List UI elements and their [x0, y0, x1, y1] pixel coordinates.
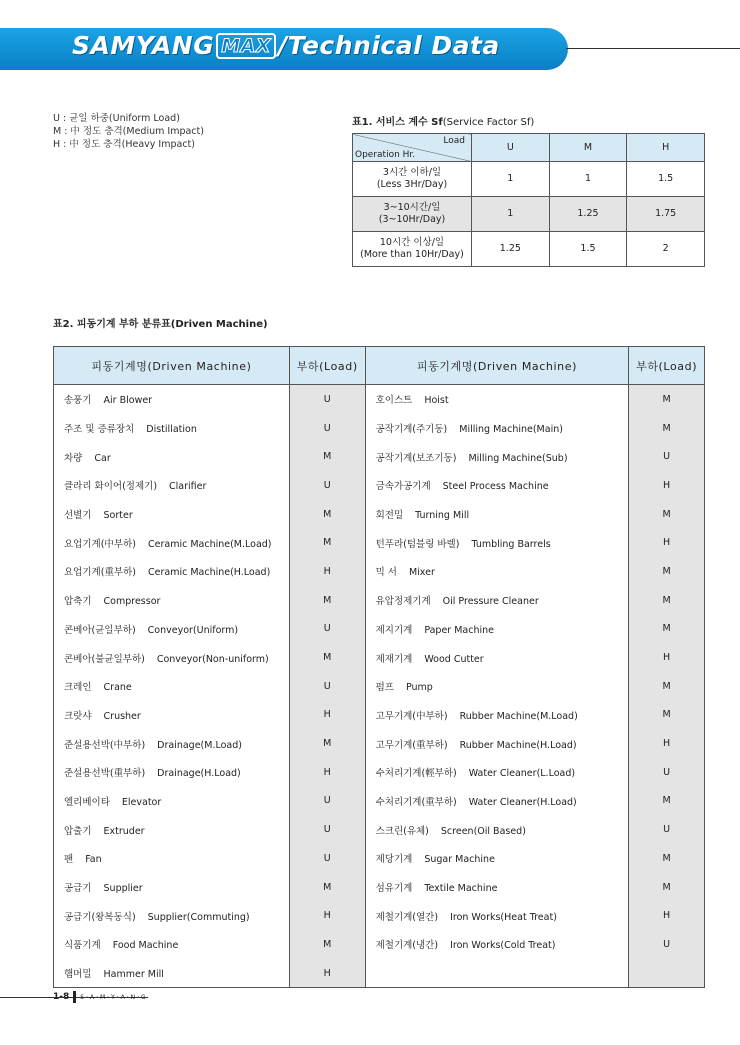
machine-name-en: Water Cleaner(L.Load) [468, 768, 576, 780]
table1-col-header: M [549, 134, 627, 162]
table1-cell: 1 [472, 197, 550, 232]
table1-cell: 1.5 [549, 232, 627, 267]
machine-name-en: Compressor [103, 596, 161, 608]
machine-name-cell [365, 787, 629, 816]
load-class-cell: H [629, 901, 705, 930]
table-row [54, 643, 705, 672]
machine-name-en: Oil Pressure Cleaner [442, 596, 539, 608]
machine-name-ko: 햄머밀 [64, 969, 92, 981]
max-logo: MAX [216, 33, 276, 59]
machine-name-en: Ceramic Machine(H.Load) [147, 567, 271, 579]
machine-name-ko: 제지기계 [375, 624, 413, 636]
table-row [54, 385, 705, 414]
machine-name-ko: 공작기계(주기동) [375, 424, 448, 436]
load-class-cell: U [629, 815, 705, 844]
machine-name-cell [54, 615, 290, 644]
table1-cell: 1 [549, 162, 627, 197]
machine-name-cell [54, 901, 290, 930]
load-class-cell: M [629, 586, 705, 615]
table-row [353, 197, 705, 232]
machine-name-en: Food Machine [112, 940, 179, 952]
load-class-cell: M [629, 672, 705, 701]
machine-name-cell [54, 500, 290, 529]
machine-name-ko: 크레인 [64, 682, 92, 694]
load-class-cell: M [289, 500, 365, 529]
machine-name-ko: 선별기 [64, 510, 92, 522]
table1-cell: 2 [627, 232, 705, 267]
machine-name-ko: 유압정제기계 [375, 596, 431, 608]
machine-name-ko: 요업기계(中부하) [64, 538, 136, 550]
load-class-cell: H [629, 729, 705, 758]
machine-name-ko: 공작기계(보조기동) [375, 452, 457, 464]
machine-name-en: Tumbling Barrels [471, 538, 551, 550]
machine-name-cell [54, 758, 290, 787]
load-class-cell: U [629, 930, 705, 959]
table-row [54, 500, 705, 529]
machine-name-cell [365, 557, 629, 586]
load-class-cell: M [289, 528, 365, 557]
machine-name-cell [365, 672, 629, 701]
legend-heavy: H : 中 정도 충격(Heavy Impact) [53, 139, 195, 150]
machine-name-ko: 스크린(유체) [375, 825, 429, 837]
machine-name-en: Iron Works(Cold Treat) [450, 940, 556, 952]
machine-name-en: Rubber Machine(H.Load) [459, 739, 577, 751]
machine-name-en: Drainage(H.Load) [157, 768, 241, 780]
machine-name-cell [54, 959, 290, 988]
machine-name-ko: 고무기계(重부하) [375, 739, 448, 751]
brand-name: SAMYANG [72, 31, 215, 60]
machine-name-cell [365, 643, 629, 672]
machine-name-en: Water Cleaner(H.Load) [468, 796, 577, 808]
table-row [54, 672, 705, 701]
machine-name-ko: 콘베아(불균일부하) [64, 653, 145, 665]
load-class-cell: M [629, 615, 705, 644]
machine-name-ko: 크랏샤 [64, 710, 92, 722]
driven-machine-table [53, 346, 705, 988]
machine-name-ko: 주조 및 증류장치 [64, 424, 135, 436]
machine-name-en: Pump [405, 682, 433, 694]
machine-name-cell [365, 959, 629, 988]
machine-name-en: Supplier [103, 883, 143, 895]
machine-name-cell [54, 643, 290, 672]
load-class-cell: H [289, 557, 365, 586]
table-row [54, 586, 705, 615]
machine-name-cell [365, 729, 629, 758]
machine-name-ko: 공급기 [64, 883, 92, 895]
legend-uniform: U : 균일 하중(Uniform Load) [53, 113, 180, 124]
load-class-cell: H [629, 471, 705, 500]
table1-caption-main: 표1. 서비스 계수 Sf [352, 117, 443, 128]
table-row [54, 873, 705, 902]
table1-cell: 1.5 [627, 162, 705, 197]
load-class-cell: U [289, 414, 365, 443]
table1-cell: 1.75 [627, 197, 705, 232]
load-class-cell: U [289, 815, 365, 844]
machine-name-en: Hoist [424, 395, 449, 407]
load-class-cell: M [629, 385, 705, 414]
machine-name-cell [54, 528, 290, 557]
machine-name-cell [54, 701, 290, 730]
load-class-cell: M [289, 930, 365, 959]
load-class-cell: H [289, 901, 365, 930]
page-number: 1-8 [53, 992, 70, 1002]
table-row [54, 901, 705, 930]
machine-name-en: Distillation [146, 424, 197, 436]
machine-name-cell [54, 586, 290, 615]
load-class-cell: M [629, 500, 705, 529]
table-row [54, 442, 705, 471]
machine-name-en: Fan [85, 854, 102, 866]
machine-name-ko: 차량 [64, 452, 83, 464]
machine-name-ko: 식품기계 [64, 940, 101, 952]
machine-name-cell [365, 701, 629, 730]
table2-header-machine: 피동기계명(Driven Machine) [365, 347, 629, 385]
machine-name-en: Air Blower [103, 395, 153, 407]
table1-corner-cell [353, 134, 472, 162]
table-row [353, 232, 705, 267]
machine-name-cell [54, 729, 290, 758]
machine-name-ko: 준설용선박(中부하) [64, 739, 146, 751]
table-row [54, 557, 705, 586]
machine-name-ko: 제철기계(열간) [375, 911, 439, 923]
footer-divider [73, 991, 76, 1003]
table-row [54, 844, 705, 873]
machine-name-cell [365, 471, 629, 500]
machine-name-en: Elevator [121, 796, 162, 808]
legend-medium: M : 中 정도 충격(Medium Impact) [53, 126, 204, 137]
machine-name-en: Sorter [103, 510, 133, 522]
machine-name-en: Mixer [408, 567, 435, 579]
machine-name-ko: 압출기 [64, 825, 92, 837]
machine-name-en: Supplier(Commuting) [147, 911, 250, 923]
table-row [54, 471, 705, 500]
machine-name-ko: 공급기(왕복동식) [64, 911, 136, 923]
machine-name-en: Textile Machine [424, 883, 498, 895]
load-class-cell: U [629, 442, 705, 471]
table1-col-header: H [627, 134, 705, 162]
machine-name-en: Milling Machine(Main) [459, 424, 563, 436]
machine-name-ko: 제철기계(냉간) [375, 940, 439, 952]
table1-row-label: 3~10시간/일 (3~10Hr/Day) [353, 197, 472, 232]
load-class-cell: H [629, 643, 705, 672]
machine-name-en: Screen(Oil Based) [440, 825, 526, 837]
load-class-cell: U [289, 787, 365, 816]
machine-name-cell [365, 758, 629, 787]
table1-caption-suffix: (Service Factor Sf) [442, 117, 535, 128]
machine-name-cell [365, 414, 629, 443]
machine-name-ko: 제재기계 [375, 653, 413, 665]
table2-header-machine: 피동기계명(Driven Machine) [54, 347, 290, 385]
load-class-cell: M [289, 643, 365, 672]
machine-name-en: Hammer Mill [103, 969, 164, 981]
machine-name-ko: 금속가공기계 [375, 481, 431, 493]
table1-corner-hours: Operation Hr. [355, 150, 416, 160]
table1-cell: 1.25 [472, 232, 550, 267]
machine-name-cell [54, 672, 290, 701]
machine-name-en: Crusher [103, 710, 141, 722]
table-row [54, 615, 705, 644]
load-class-cell: U [289, 385, 365, 414]
load-legend [53, 112, 204, 151]
machine-name-ko: 콘베아(균일부하) [64, 624, 136, 636]
header-rule [566, 48, 740, 49]
load-class-cell: U [289, 615, 365, 644]
table-row [54, 787, 705, 816]
machine-name-en: Sugar Machine [424, 854, 495, 866]
machine-name-en: Rubber Machine(M.Load) [459, 710, 578, 722]
page-title [72, 31, 500, 60]
machine-name-en: Extruder [103, 825, 145, 837]
load-class-cell: H [289, 758, 365, 787]
load-class-cell [629, 959, 705, 988]
machine-name-cell [365, 385, 629, 414]
machine-name-ko: 엘리베이타 [64, 796, 110, 808]
load-class-cell: H [289, 701, 365, 730]
machine-name-cell [365, 500, 629, 529]
load-class-cell: M [629, 787, 705, 816]
machine-name-ko: 제당기계 [375, 854, 413, 866]
machine-name-cell [54, 787, 290, 816]
machine-name-cell [365, 615, 629, 644]
load-class-cell: M [629, 844, 705, 873]
table-row [54, 758, 705, 787]
load-class-cell: H [629, 528, 705, 557]
machine-name-cell [365, 844, 629, 873]
machine-name-ko: 펌프 [375, 682, 394, 694]
machine-name-en: Crane [103, 682, 132, 694]
machine-name-en: Ceramic Machine(M.Load) [147, 538, 272, 550]
machine-name-cell [54, 873, 290, 902]
machine-name-cell [365, 930, 629, 959]
machine-name-ko: 팬 [64, 854, 74, 866]
machine-name-en: Drainage(M.Load) [157, 739, 242, 751]
machine-name-en: Steel Process Machine [442, 481, 549, 493]
table-row [54, 528, 705, 557]
machine-name-ko: 요업기계(重부하) [64, 567, 136, 579]
load-class-cell: M [289, 586, 365, 615]
table1-col-header: U [472, 134, 550, 162]
machine-name-ko: 송풍기 [64, 395, 92, 407]
table1-cell: 1 [472, 162, 550, 197]
table-row [54, 959, 705, 988]
machine-name-ko: 고무기계(中부하) [375, 710, 448, 722]
machine-name-ko: 섬유기계 [375, 883, 413, 895]
machine-name-ko: 호이스트 [375, 395, 413, 407]
load-class-cell: U [289, 844, 365, 873]
machine-name-cell [365, 442, 629, 471]
table1-row-label: 3시간 이하/일 (Less 3Hr/Day) [353, 162, 472, 197]
section-title: /Technical Data [278, 31, 500, 60]
load-class-cell: M [289, 442, 365, 471]
machine-name-en: Clarifier [169, 481, 207, 493]
load-class-cell: M [629, 701, 705, 730]
service-factor-table [352, 133, 705, 267]
machine-name-en: Paper Machine [424, 624, 495, 636]
machine-name-cell [54, 930, 290, 959]
machine-name-cell [54, 385, 290, 414]
machine-name-en: Wood Cutter [424, 653, 484, 665]
machine-name-ko: 수처리기계(輕부하) [375, 768, 457, 780]
table2-caption: 표2. 피동기계 부하 분류표(Driven Machine) [53, 319, 268, 330]
table2-header-load: 부하(Load) [629, 347, 705, 385]
load-class-cell: M [629, 873, 705, 902]
machine-name-cell [54, 442, 290, 471]
machine-name-cell [54, 815, 290, 844]
table1-caption [352, 113, 534, 128]
page-footer [53, 991, 148, 1003]
machine-name-cell [54, 844, 290, 873]
machine-name-ko: 압축기 [64, 596, 92, 608]
machine-name-cell [54, 414, 290, 443]
table-row [54, 701, 705, 730]
load-class-cell: U [629, 758, 705, 787]
machine-name-en: Car [94, 452, 111, 464]
table2-header-load: 부하(Load) [289, 347, 365, 385]
machine-name-ko: 회전밀 [375, 510, 404, 522]
table-row [54, 930, 705, 959]
machine-name-cell [365, 873, 629, 902]
load-class-cell: U [289, 471, 365, 500]
load-class-cell: H [289, 959, 365, 988]
load-class-cell: M [289, 729, 365, 758]
machine-name-en: Turning Mill [415, 510, 470, 522]
machine-name-ko: 수처리기계(重부하) [375, 796, 457, 808]
machine-name-ko: 턴푸라(텀블링 바렐) [375, 538, 460, 550]
machine-name-en: Iron Works(Heat Treat) [450, 911, 557, 923]
table1-cell: 1.25 [549, 197, 627, 232]
table-row [353, 162, 705, 197]
machine-name-en: Conveyor(Uniform) [147, 624, 239, 636]
load-class-cell: M [629, 414, 705, 443]
load-class-cell: M [629, 557, 705, 586]
machine-name-cell [54, 557, 290, 586]
table1-corner-load: Load [443, 136, 465, 146]
machine-name-cell [365, 815, 629, 844]
machine-name-ko: 준설용선박(重부하) [64, 768, 146, 780]
machine-name-en: Conveyor(Non-uniform) [156, 653, 269, 665]
footer-brand: S·A·M·Y·A·N·G [80, 993, 148, 1001]
machine-name-cell [365, 586, 629, 615]
machine-name-cell [54, 471, 290, 500]
table-row [54, 815, 705, 844]
machine-name-ko: 믹 서 [375, 567, 397, 579]
table-row [54, 729, 705, 758]
table-row [54, 414, 705, 443]
machine-name-cell [365, 528, 629, 557]
table1-row-label: 10시간 이상/일 (More than 10Hr/Day) [353, 232, 472, 267]
machine-name-cell [365, 901, 629, 930]
machine-name-ko: 클라리 화이어(정제기) [64, 481, 158, 493]
load-class-cell: U [289, 672, 365, 701]
load-class-cell: M [289, 873, 365, 902]
machine-name-en: Milling Machine(Sub) [468, 452, 568, 464]
